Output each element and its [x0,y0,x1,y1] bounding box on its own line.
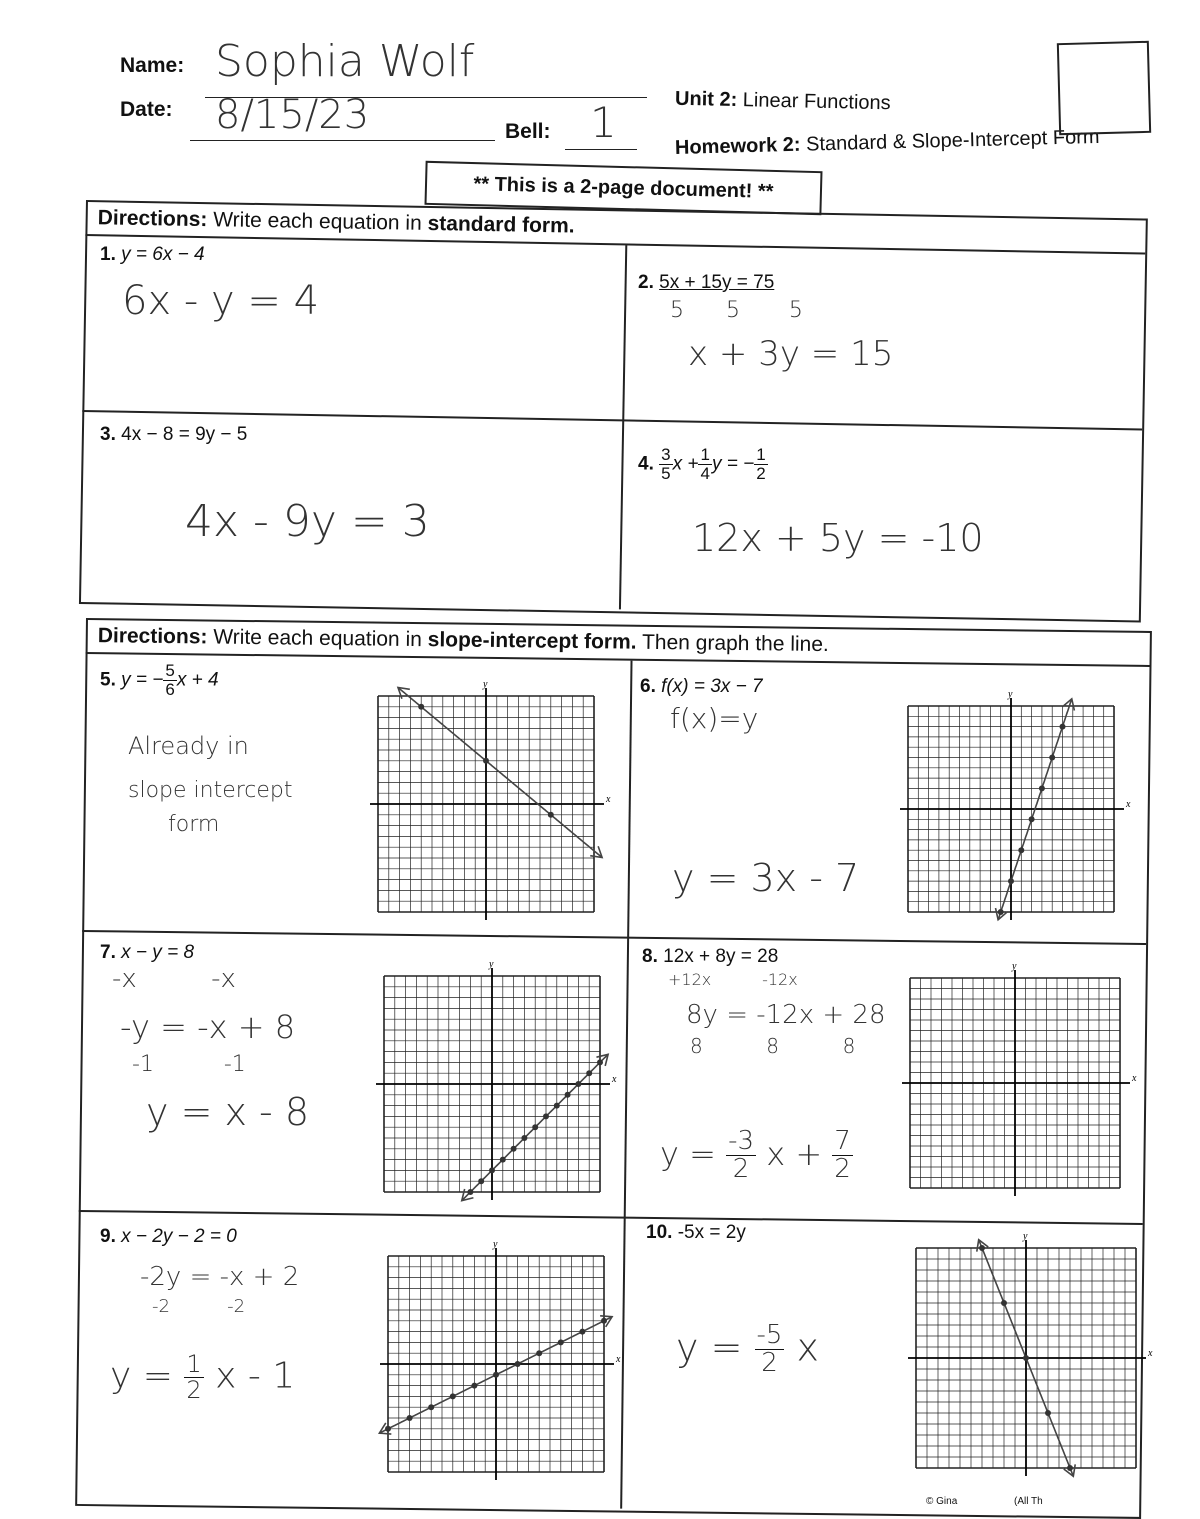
y-axis-label: y [1008,689,1013,700]
name-label: Name: [120,54,185,77]
frac-den: 2 [761,1348,778,1379]
answer-2[interactable]: x + 3y = 15 [688,334,894,374]
answer-7[interactable]: y = x - 8 [146,1090,310,1134]
work-5a[interactable]: Already in [128,732,249,760]
bell-line [565,149,637,150]
plotted-point [478,1178,484,1184]
work-7c[interactable]: -1 -1 [132,1052,246,1077]
problem-2 [638,272,774,294]
x-axis-label: x [1132,1073,1137,1084]
work-2[interactable]: 5 5 5 [670,298,803,323]
plotted-point [579,1329,585,1335]
problem-number: 3. [100,424,116,445]
y-axis-label: y [493,1239,498,1250]
answer-part: x [796,1325,820,1370]
problem-number: 7. [100,942,116,963]
plotted-point [493,1372,499,1378]
problem-number: 8. [642,946,658,967]
problem-equation: f(x) = 3x − 7 [661,676,763,697]
work-6[interactable]: f(x)=y [670,702,759,735]
answer-9[interactable] [110,1352,295,1403]
problem-number: 6. [640,676,656,697]
graph-7[interactable] [372,960,628,1206]
plotted-point [511,1146,517,1152]
plotted-point [597,1059,603,1065]
plotted-point [450,1393,456,1399]
problem-3 [100,424,247,446]
plotted-point [521,1135,527,1141]
plotted-point [1029,816,1035,822]
plotted-point [575,1081,581,1087]
copyright: © Gina [926,1496,958,1507]
answer-8[interactable] [660,1128,853,1184]
frac-den: 2 [186,1376,202,1405]
plotted-point [483,758,489,764]
y-axis-label: y [1012,961,1017,972]
answer-part: x - 1 [215,1355,296,1397]
frac-num: 5 [165,661,175,680]
directions-text: Write each equation in [213,625,423,652]
frac-den: 5 [661,463,671,483]
frac-num: 1 [700,445,710,464]
directions-text: Write each equation in [213,208,422,235]
notice-text: ** This is a 2-page document! ** [473,173,774,203]
directions-tail: Then graph the line. [641,630,829,657]
problem-4 [638,446,768,483]
x-axis-label: x [1126,799,1131,810]
plotted-point [998,909,1004,915]
problem-equation: x − 2y − 2 = 0 [121,1226,237,1247]
graph-8[interactable] [898,962,1154,1202]
x-axis-label: x [612,1074,617,1085]
y-axis-label: y [489,959,494,970]
y-axis-label: y [483,679,488,690]
plotted-point [1049,755,1055,761]
homework-info [675,126,1100,160]
frac-num: 1 [756,445,766,464]
x-axis-label: x [616,1354,621,1365]
date-value[interactable]: 8/15/23 [215,92,370,138]
plotted-point [385,1426,391,1432]
plotted-point [1018,847,1024,853]
problem-9 [100,1226,237,1248]
answer-1[interactable]: 6x - y = 4 [122,278,320,324]
standard-form-section [79,200,1148,628]
problem-10 [646,1222,746,1244]
plotted-point [500,1157,506,1163]
plotted-point [558,1339,564,1345]
problem-number: 4. [638,453,654,475]
homework-value: Standard & Slope-Intercept Form [805,125,1100,156]
plotted-point [532,1124,538,1130]
plotted-point [1067,1465,1073,1471]
problem-equation: 4x − 8 = 9y − 5 [121,424,248,445]
answer-part: x + [766,1134,823,1173]
work-5c[interactable]: form [168,812,220,837]
answer-part: y = [676,1325,743,1370]
plotted-point [979,1245,985,1251]
plotted-point [536,1350,542,1356]
problem-equation: 12x + 8y = 28 [663,946,779,967]
plotted-point [407,1415,413,1421]
problem-equation: -5x = 2y [677,1222,746,1243]
plotted-point [586,1070,592,1076]
problem-5 [100,662,219,699]
plotted-point [428,1404,434,1410]
work-7b[interactable]: -y = -x + 8 [120,1008,296,1046]
frac-den: 2 [834,1154,851,1185]
plotted-point [1008,878,1014,884]
directions-label: Directions: [97,624,208,649]
plotted-point [1039,785,1045,791]
graph-6[interactable] [896,690,1152,926]
frac-den: 4 [700,463,710,483]
graphed-line [398,688,602,858]
problem-number: 2. [638,272,654,293]
answer-4[interactable]: 12x + 5y = -10 [692,516,984,560]
bell-value[interactable]: 1 [590,98,617,147]
plotted-point [548,812,554,818]
plotted-point [554,1103,560,1109]
frac-num: 1 [186,1350,202,1378]
x-axis-label: x [1148,1348,1153,1359]
date-line [190,140,495,141]
answer-6[interactable]: y = 3x - 7 [672,856,860,900]
score-box [1057,41,1151,135]
eq-part: x + [672,453,699,475]
problem-equation: x − y = 8 [121,942,195,963]
directions-emphasis: standard form. [427,211,575,238]
problem-equation: y = 6x − 4 [121,244,205,265]
work-9a[interactable]: -2y = -x + 2 [140,1262,300,1292]
problem-number: 10. [646,1222,673,1243]
problem-equation: 5x + 15y = 75 [659,272,775,293]
plotted-point [489,1167,495,1173]
plotted-point [418,704,424,710]
bell-label: Bell: [505,120,551,143]
answer-10[interactable] [676,1322,819,1378]
frac-num: 3 [661,445,671,464]
plotted-point [515,1361,521,1367]
unit-value: Linear Functions [742,89,891,115]
plotted-point [543,1113,549,1119]
plotted-point [1023,1355,1029,1361]
problem-number: 5. [100,669,116,691]
frac-den: 2 [756,463,766,483]
x-axis-label: x [606,794,611,805]
problem-number: 9. [100,1226,116,1247]
plotted-point [1060,724,1066,730]
unit-label: Unit 2: [674,87,738,112]
frac-num: -3 [728,1126,755,1156]
eq-part: x + 4 [176,669,219,691]
problem-7 [100,942,194,964]
plotted-point [1045,1410,1051,1416]
y-axis-label: y [1023,1231,1028,1242]
date-label: Date: [120,98,173,121]
eq-part: y = − [711,453,755,475]
answer-3[interactable]: 4x - 9y = 3 [185,496,430,547]
graph-5[interactable] [366,680,622,926]
graph-9[interactable] [376,1240,632,1486]
frac-den: 2 [732,1154,750,1185]
plotted-point [601,1318,607,1324]
work-8a[interactable]: +12x -12x [668,970,798,989]
frac-num: -5 [756,1320,783,1350]
work-8b[interactable]: 8y = -12x + 28 [686,1000,886,1030]
problem-6 [640,676,763,698]
directions-label: Directions: [97,206,208,232]
problem-8 [642,946,778,968]
frac-den: 6 [165,679,175,699]
frac-num: 7 [834,1126,851,1156]
answer-part: y = [110,1355,173,1397]
plotted-point [565,1092,571,1098]
work-8c[interactable]: 8 8 8 [690,1034,856,1058]
graph-10[interactable] [904,1232,1160,1482]
work-5b[interactable]: slope intercept [128,778,293,803]
name-value[interactable]: Sophia Wolf [215,36,475,87]
plotted-point [471,1383,477,1389]
problem-1 [100,244,205,266]
answer-part: y = [660,1134,716,1173]
problem-number: 1. [100,244,116,265]
eq-part: y = − [121,669,164,691]
unit-info [675,88,891,116]
plotted-point [467,1189,473,1195]
homework-label: Homework 2: [674,133,801,159]
directions-emphasis: slope-intercept form. [427,628,637,654]
work-9b[interactable]: -2 -2 [152,1296,246,1317]
work-7a[interactable]: -x -x [112,964,236,994]
plotted-point [1001,1300,1007,1306]
copyright-code: (All Th [1014,1496,1043,1507]
